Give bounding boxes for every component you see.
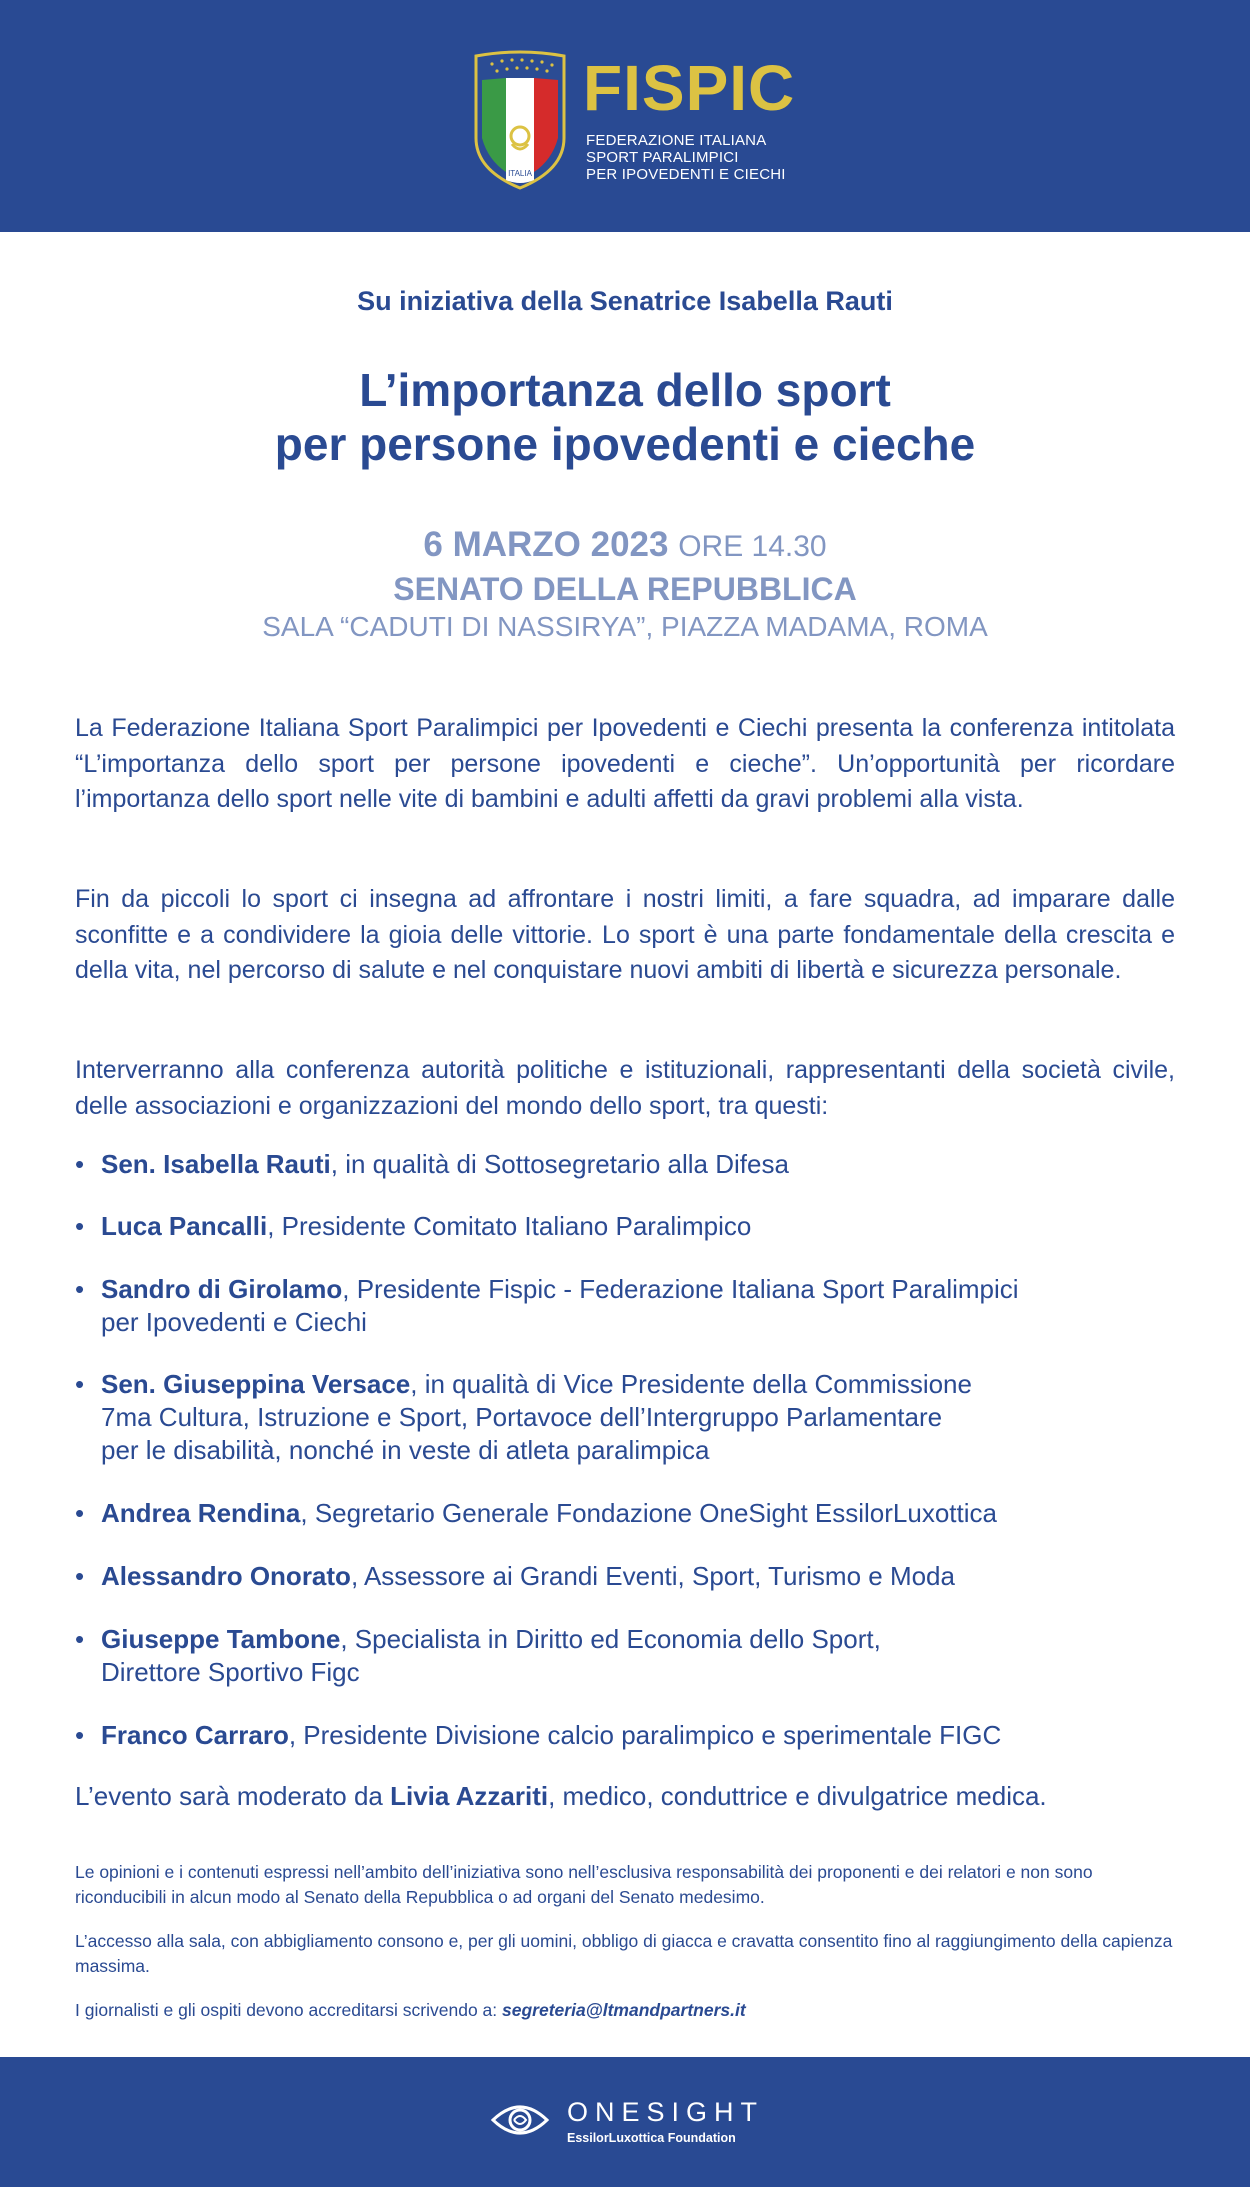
bullet-icon: • bbox=[75, 1561, 85, 1591]
event-date-time bbox=[0, 524, 1250, 568]
speaker-role: , Assessore ai Grandi Eventi, Sport, Turismo e Moda bbox=[350, 1561, 955, 1591]
accreditation-note bbox=[75, 1998, 1175, 2023]
moderator-suffix: , medico, conduttrice e divulgatrice medica. bbox=[548, 1781, 1047, 1811]
fispic-subtitle-line: SPORT PARALIMPICI bbox=[586, 149, 739, 166]
list-item bbox=[75, 1148, 1175, 1181]
onesight-subtitle: EssilorLuxottica Foundation bbox=[567, 2131, 736, 2145]
speaker-role: , Presidente Fispic - Federazione Italiana Sport Paralimpici bbox=[342, 1274, 1019, 1304]
speaker-role: , in qualità di Sottosegretario alla Difesa bbox=[330, 1149, 789, 1179]
title-line-1: L’importanza dello sport bbox=[359, 364, 891, 416]
bullet-icon: • bbox=[75, 1720, 85, 1750]
moderator-line bbox=[75, 1779, 1175, 1813]
bullet-icon: • bbox=[75, 1211, 85, 1241]
list-item bbox=[75, 1623, 1175, 1689]
bullet-icon: • bbox=[75, 1149, 85, 1179]
eye-logo-icon bbox=[490, 2098, 550, 2142]
sport-paragraph: Fin da piccoli lo sport ci insegna ad affrontare i nostri limiti, a fare squadra, ad imparare dalle sconfitte e a condividere la gioia delle vittorie. Lo sport è una parte fondamentale della crescita e della vita, nel percorso di salute e nel conquistare nuovi ambiti di libertà e sicurezza personale. bbox=[75, 885, 1175, 984]
onesight-brand-text: ONESIGHT bbox=[567, 2097, 765, 2127]
bullet-icon: • bbox=[75, 1274, 85, 1304]
header-banner bbox=[0, 0, 1250, 232]
list-item bbox=[75, 1368, 1175, 1467]
bullet-icon: • bbox=[75, 1369, 85, 1399]
list-item bbox=[75, 1497, 1175, 1530]
event-date: 6 MARZO 2023 bbox=[423, 525, 669, 564]
speaker-role-continued: per Ipovedenti e Ciechi bbox=[101, 1307, 367, 1337]
event-venue: SENATO DELLA REPUBBLICA bbox=[393, 571, 857, 607]
moderator-prefix: L’evento sarà moderato da bbox=[75, 1781, 391, 1811]
speaker-role-continued: 7ma Cultura, Istruzione e Sport, Portavoce dell’Intergruppo Parlamentare bbox=[101, 1402, 943, 1432]
speaker-name: Luca Pancalli bbox=[101, 1211, 268, 1241]
speaker-role-continued: per le disabilità, nonché in veste di atleta paralimpica bbox=[101, 1435, 710, 1465]
intro-paragraph: La Federazione Italiana Sport Paralimpici per Ipovedenti e Ciechi presenta la conferenza intitolata “L’importanza dello sport per persone ipovedenti e cieche”. Un’opportunità per ricordare l’importanza dello sport nelle vite di bambini e adulti affetti da gravi problemi alla vista. bbox=[75, 714, 1175, 813]
bullet-icon: • bbox=[75, 1498, 85, 1528]
speaker-role: , Presidente Comitato Italiano Paralimpico bbox=[267, 1211, 752, 1241]
fispic-subtitle bbox=[586, 132, 786, 183]
speaker-name: Andrea Rendina bbox=[101, 1498, 301, 1528]
speaker-name: Sen. Isabella Rauti bbox=[101, 1149, 331, 1179]
moderator-name: Livia Azzariti bbox=[390, 1781, 549, 1811]
initiative-line: Su iniziativa della Senatrice Isabella Rauti bbox=[357, 286, 893, 316]
accreditation-prefix: I giornalisti e gli ospiti devono accreditarsi scrivendo a: bbox=[75, 2000, 503, 2020]
bullet-icon: • bbox=[75, 1624, 85, 1654]
event-time: ORE 14.30 bbox=[678, 530, 827, 563]
speaker-name: Giuseppe Tambone bbox=[101, 1624, 341, 1654]
speaker-name: Sen. Giuseppina Versace bbox=[101, 1369, 411, 1399]
footer-banner bbox=[0, 2057, 1250, 2187]
speaker-name: Alessandro Onorato bbox=[101, 1561, 351, 1591]
disclaimer-note: Le opinioni e i contenuti espressi nell’ambito dell’iniziativa sono nell’esclusiva responsabilità dei proponenti e dei relatori e non sono riconducibili in alcun modo al Senato della Repubblica o ad organi del Senato medesimo. bbox=[75, 1862, 1093, 1907]
svg-text:ITALIA: ITALIA bbox=[508, 169, 532, 178]
fispic-subtitle-line: FEDERAZIONE ITALIANA bbox=[586, 132, 767, 149]
speaker-name: Franco Carraro bbox=[101, 1720, 289, 1750]
title-line-2: per persone ipovedenti e cieche bbox=[274, 418, 976, 470]
list-item bbox=[75, 1273, 1175, 1339]
fispic-subtitle-line: PER IPOVEDENTI E CIECHI bbox=[586, 166, 786, 183]
fispic-brand-text: FISPIC bbox=[583, 52, 796, 124]
speaker-role: , Segretario Generale Fondazione OneSight EssilorLuxottica bbox=[300, 1498, 997, 1528]
event-room: SALA “CADUTI DI NASSIRYA”, PIAZZA MADAMA, ROMA bbox=[262, 611, 988, 642]
page-title bbox=[0, 363, 1250, 471]
fispic-shield-icon bbox=[472, 50, 568, 192]
speakers-intro-paragraph: Interverranno alla conferenza autorità politiche e istituzionali, rappresentanti della società civile, delle associazioni e organizzazioni del mondo dello sport, tra questi: bbox=[75, 1056, 1175, 1120]
speaker-role: , Specialista in Diritto ed Economia dello Sport, bbox=[340, 1624, 881, 1654]
speaker-name: Sandro di Girolamo bbox=[101, 1274, 343, 1304]
list-item bbox=[75, 1210, 1175, 1243]
speaker-role: , Presidente Divisione calcio paralimpico e sperimentale FIGC bbox=[288, 1720, 1002, 1750]
accreditation-email-link[interactable]: segreteria@ltmandpartners.it bbox=[502, 2000, 746, 2020]
speaker-role-continued: Direttore Sportivo Figc bbox=[101, 1657, 360, 1687]
speaker-role: , in qualità di Vice Presidente della Commissione bbox=[410, 1369, 972, 1399]
list-item bbox=[75, 1719, 1175, 1752]
list-item bbox=[75, 1560, 1175, 1593]
dress-code-note: L’accesso alla sala, con abbigliamento consono e, per gli uomini, obbligo di giacca e cravatta consentito fino al raggiungimento della capienza massima. bbox=[75, 1931, 1173, 1976]
